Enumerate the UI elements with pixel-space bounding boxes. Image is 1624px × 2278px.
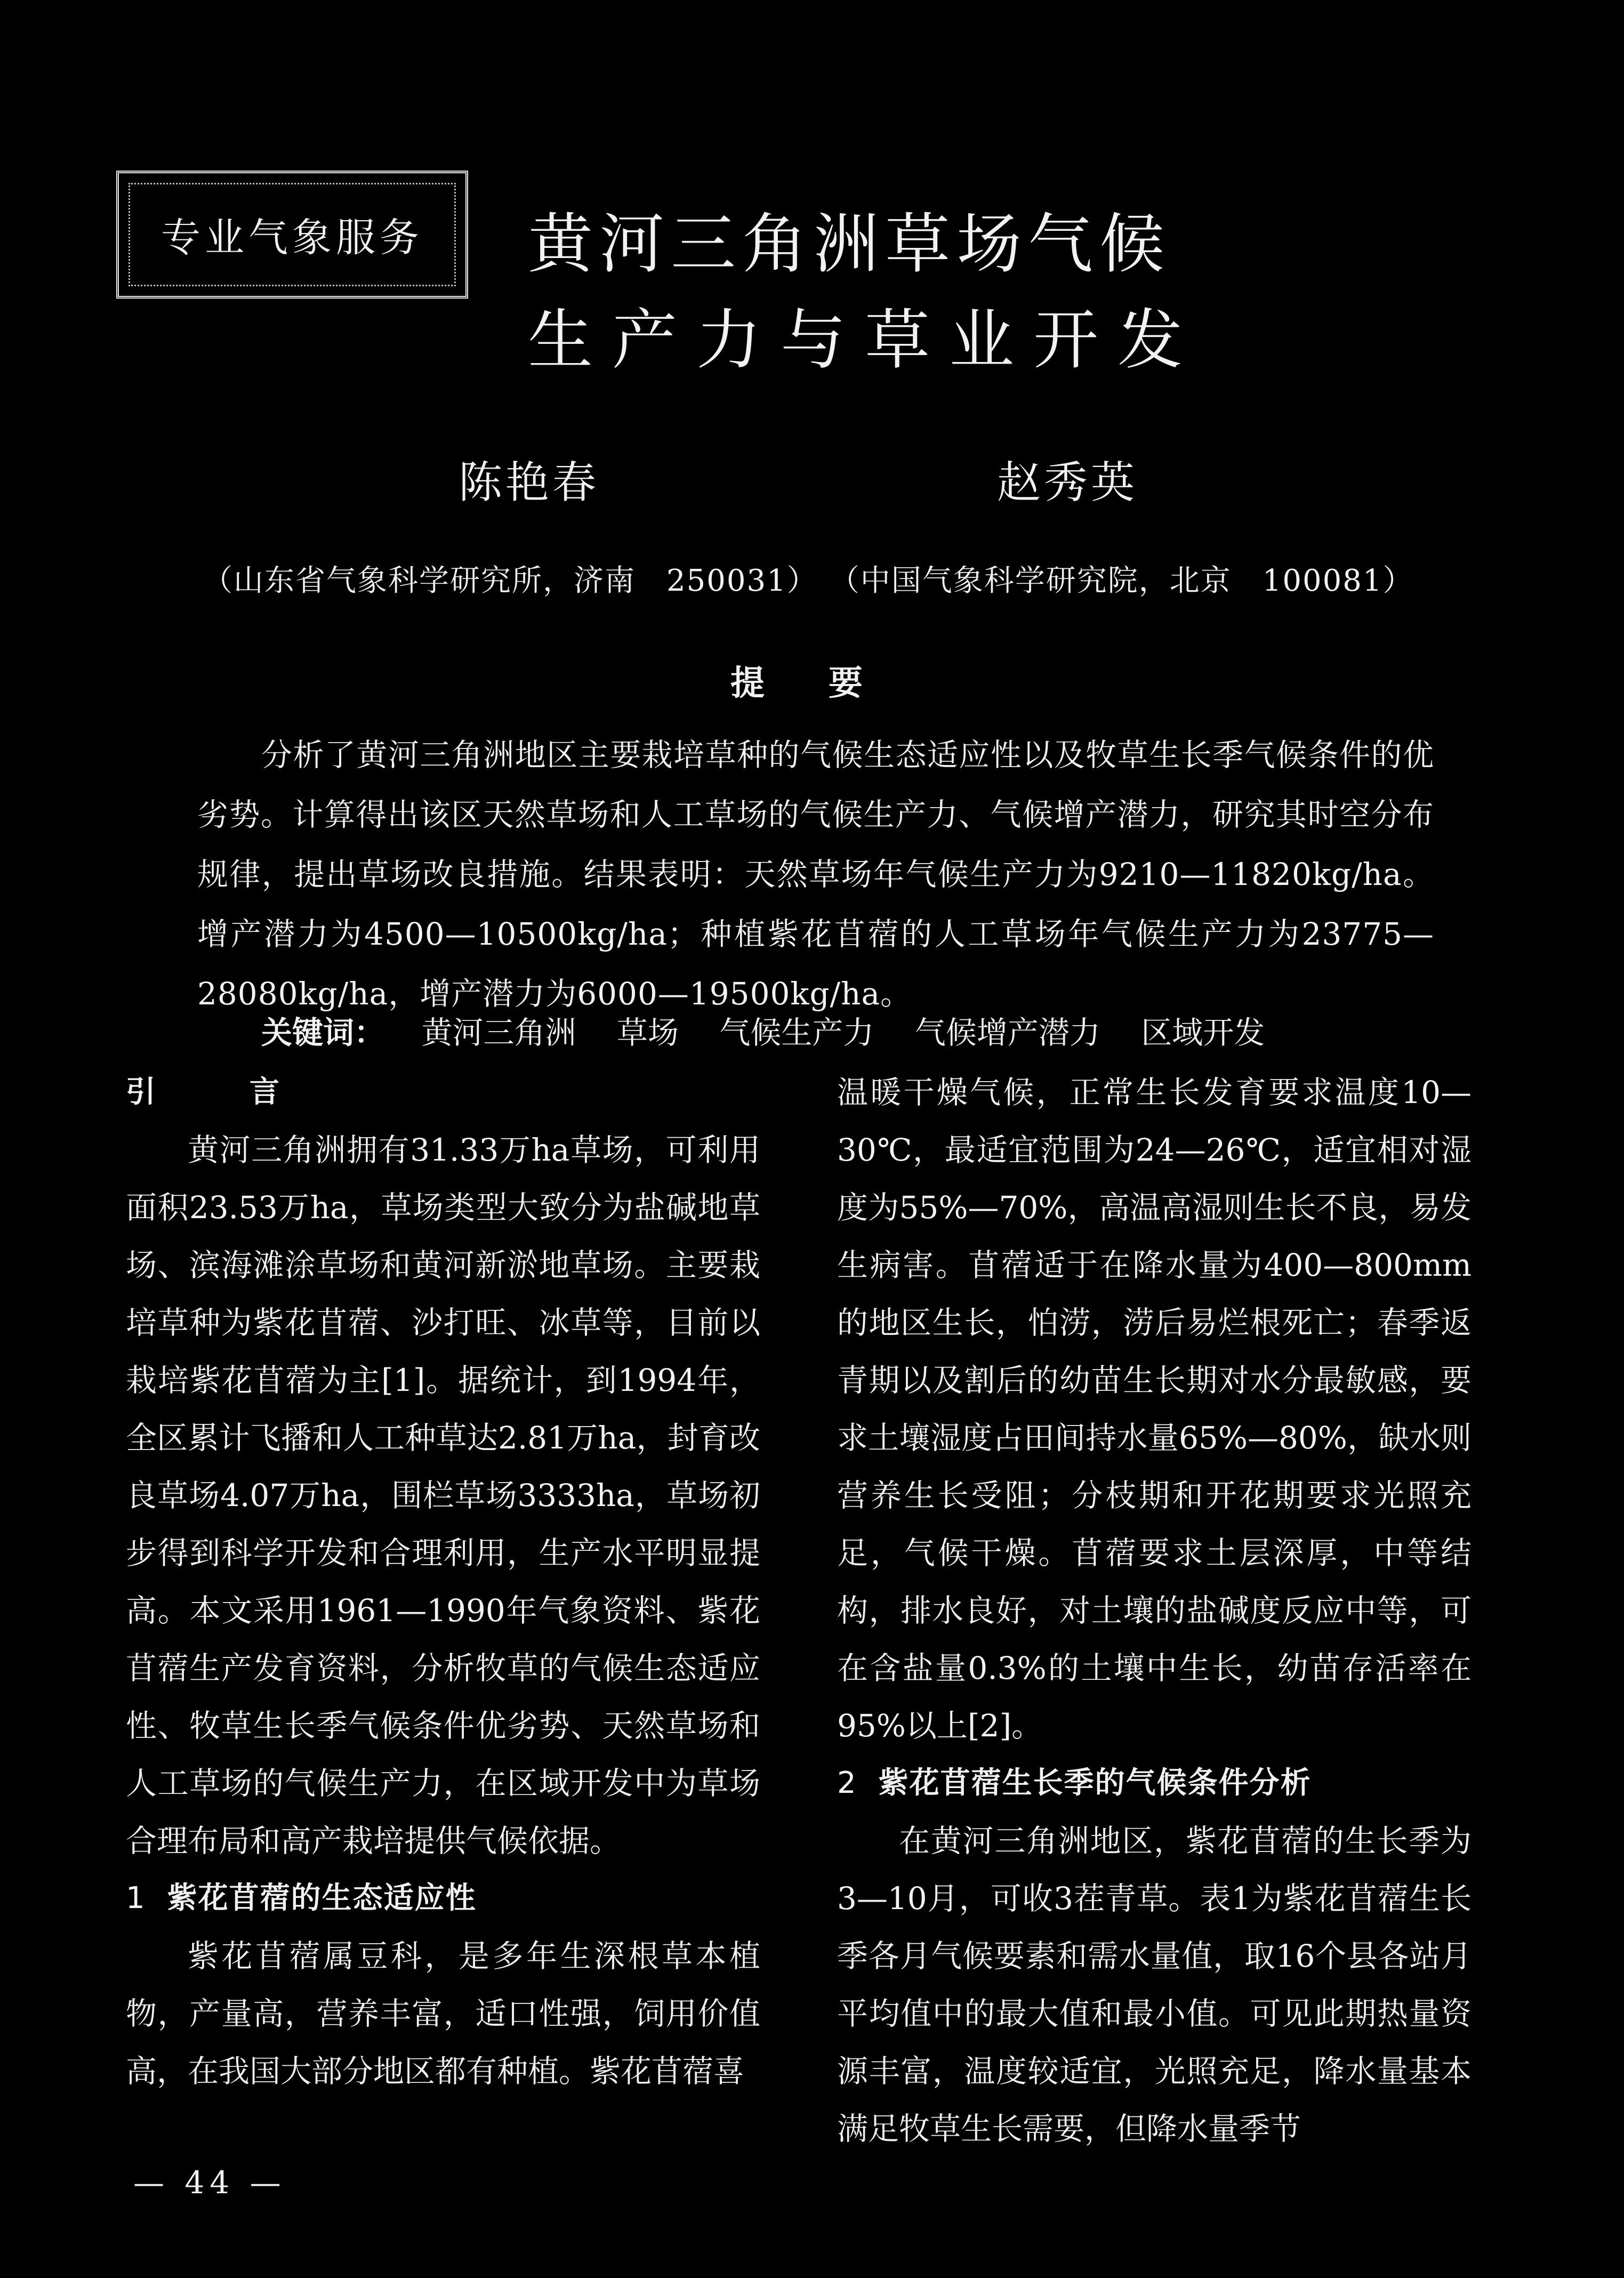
section-2-title: 紫花苜蓿生长季的气候条件分析 [878,1766,1312,1800]
keyword-item: 草场 [616,1015,679,1051]
section-2-paragraph: 在黄河三角洲地区，紫花苜蓿的生长季为3—10月，可收3茬青草。表1为紫花苜蓿生长季各月气候要素和需水量值，取16个县各站月平均值中的最大值和最小值。可见此期热量资源丰富，温度较适宜，光照充足，降水量基本满足牧草生长需要，但降水量季节 [837,1823,1472,2147]
keyword-item: 区域开发 [1141,1015,1265,1051]
page-number: — 44 — [133,2164,286,2201]
intro-heading: 引 言 [126,1075,311,1109]
keywords [261,1008,1296,1052]
keyword-item: 气候生产力 [719,1015,874,1051]
left-column [126,1064,760,2100]
section-2-number: 2 [837,1766,857,1800]
right-column [837,1064,1472,2158]
keywords-label: 关键词： [261,1015,385,1051]
section-2-heading [837,1754,1472,1812]
affiliation-2: （中国气象科学研究院，北京 100081） [844,564,1414,598]
abstract-heading: 提要 [730,664,927,703]
continued-paragraph: 温暖干燥气候，正常生长发育要求温度10—30℃，最适宜范围为24—26℃，适宜相对湿度为55%—70%，高温高湿则生长不良，易发生病害。苜蓿适于在降水量为400—800mm的地区生长，怕涝，涝后易烂根死亡；春季返青期以及割后的幼苗生长期对水分最敏感，要求土壤湿度占田间持水量65%—80%，缺水则营养生长受阻；分枝期和开花期要求光照充足，气候干燥。苜蓿要求土层深厚，中等结构，排水良好，对土壤的盐碱度反应中等，可在含盐量0.3%的土壤中生长，幼苗存活率在95%以上[2]。 [837,1074,1472,1744]
article-title-line-1: 黄河三角洲草场气候 [528,206,1171,282]
column-tag-box [116,171,468,299]
column-tag: 专业气象服务 [161,215,423,261]
article-title-line-2: 生产力与草业开发 [528,302,1202,378]
section-1-title: 紫花苜蓿的生态适应性 [167,1881,477,1915]
affiliations [203,557,1429,600]
section-1-heading [126,1870,760,1927]
author-2: 赵秀英 [997,457,1138,508]
keyword-item: 黄河三角洲 [421,1015,576,1051]
abstract-text: 分析了黄河三角洲地区主要栽培草种的气候生态适应性以及牧草生长季气候条件的优劣势。计算得出该区天然草场和人工草场的气候生产力、气候增产潜力，研究其时空分布规律，提出草场改良措施。结果表明：天然草场年气候生产力为9210—11820kg/ha。增产潜力为4500—10500kg/ha；种植紫花苜蓿的人工草场年气候生产力为23775—28080kg/ha，增产潜力为6000—19500kg/ha。 [197,737,1434,1012]
keyword-item: 气候增产潜力 [914,1015,1100,1051]
section-1-number: 1 [126,1881,146,1915]
author-1: 陈艳春 [459,457,600,508]
affiliation-1: （山东省气象科学研究所，济南 250031） [203,564,818,598]
intro-paragraph: 黄河三角洲拥有31.33万ha草场，可利用面积23.53万ha，草场类型大致分为盐碱地草场、滨海滩涂草场和黄河新淤地草场。主要栽培草种为紫花苜蓿、沙打旺、冰草等，目前以栽培紫花苜蓿为主[1]。据统计，到1994年，全区累计飞播和人工种草达2.81万ha，封育改良草场4.07万ha，围栏草场3333ha，草场初步得到科学开发和合理利用，生产水平明显提高。本文采用1961—1990年气象资料、紫花苜蓿生产发育资料，分析牧草的气候生态适应性、牧草生长季气候条件优劣势、天然草场和人工草场的气候生产力，在区域开发中为草场合理布局和高产栽培提供气候依据。 [126,1132,760,1859]
section-1-paragraph: 紫花苜蓿属豆科，是多年生深根草本植物，产量高，营养丰富，适口性强，饲用价值高，在我国大部分地区都有种植。紫花苜蓿喜 [126,1938,760,2089]
